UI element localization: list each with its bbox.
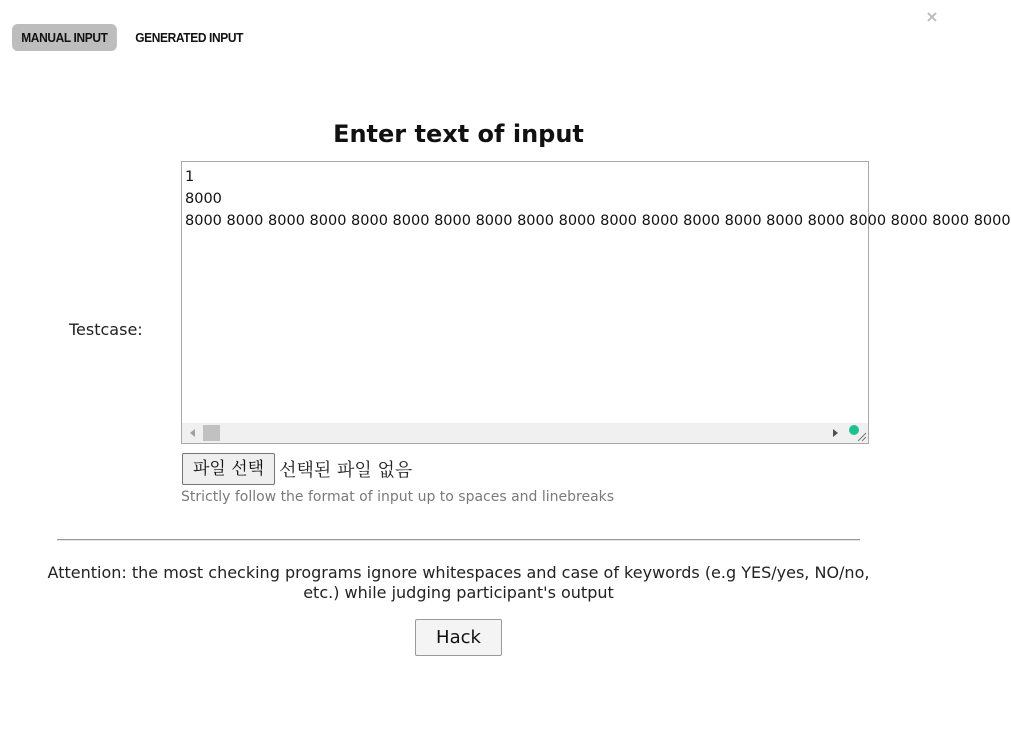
hack-button[interactable]: Hack	[415, 619, 502, 656]
horizontal-scrollbar[interactable]	[182, 423, 846, 443]
file-upload-row	[182, 453, 412, 485]
file-status-text: 선택된 파일 없음	[279, 460, 413, 481]
input-mode-tabs	[12, 24, 263, 51]
tab-generated-input[interactable]: GENERATED INPUT	[135, 30, 243, 45]
scroll-right-arrow-icon[interactable]	[833, 429, 838, 437]
choose-file-button[interactable]: 파일 선택	[182, 453, 275, 485]
close-icon[interactable]: ×	[925, 7, 939, 26]
attention-note: Attention: the most checking programs ignore whitespaces and case of keywords (e.g YES/yes, NO/no, etc.) while judging participant's output	[47, 563, 870, 602]
divider	[57, 539, 860, 541]
resize-handle[interactable]	[846, 423, 868, 443]
tab-manual-input[interactable]: MANUAL INPUT	[12, 24, 117, 51]
testcase-text[interactable]: 1 8000 8000 8000 8000 8000 8000 8000 8000 8000 8000 8000 8000 8000 8000 8000 8000 8000 8000 8000 8000 8000	[185, 169, 1011, 229]
format-hint: Strictly follow the format of input up to spaces and linebreaks	[181, 489, 615, 505]
testcase-textarea[interactable]	[181, 161, 1011, 444]
scroll-left-arrow-icon[interactable]	[190, 429, 195, 437]
resize-grip-icon[interactable]	[855, 430, 867, 442]
testcase-label: Testcase:	[69, 320, 143, 339]
page-title: Enter text of input	[333, 120, 584, 148]
scroll-thumb[interactable]	[203, 425, 220, 441]
